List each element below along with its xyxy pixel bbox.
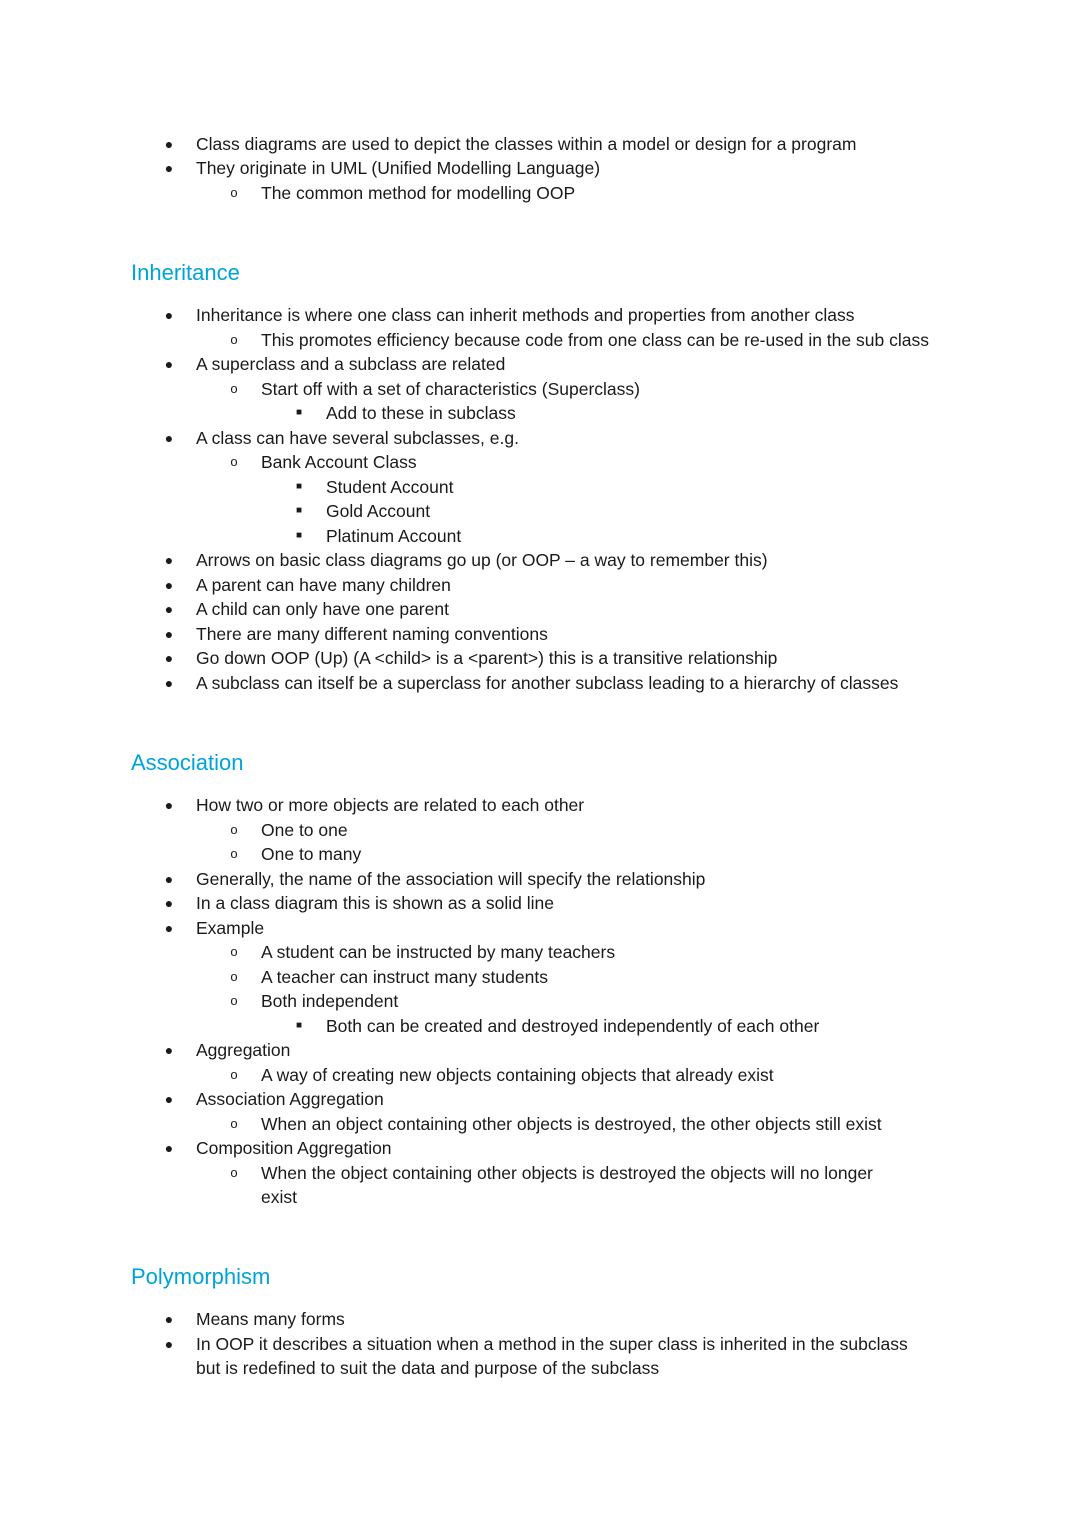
circle-bullet-icon: o xyxy=(230,454,238,469)
list-item: ● There are many different naming conventions xyxy=(0,622,1080,647)
bullet-icon: ● xyxy=(164,919,174,936)
bullet-icon: ● xyxy=(164,429,174,446)
list-item: ■ Gold Account xyxy=(0,499,1080,524)
bullet-icon: ● xyxy=(164,625,174,642)
list-item: ● Example xyxy=(0,916,1080,941)
square-bullet-icon: ■ xyxy=(295,505,303,516)
bullet-icon: ● xyxy=(164,356,174,372)
bullet-icon: ● xyxy=(164,552,174,568)
list-item: o When an object containing other objects is destroyed, the other objects still exist xyxy=(0,1112,1080,1137)
list-item: ● Class diagrams are used to depict the classes within a model or design for a program xyxy=(0,132,1080,157)
list-item: o One to one xyxy=(0,818,1080,843)
list-item: ● They originate in UML (Unified Modelling Language) xyxy=(0,156,1080,181)
list-item-continuation: exist xyxy=(261,1187,297,1207)
square-bullet-icon: ■ xyxy=(295,1019,303,1031)
circle-bullet-icon: o xyxy=(230,821,238,837)
list-item: ■ Platinum Account xyxy=(0,524,1080,549)
circle-bullet-icon: o xyxy=(230,380,238,396)
list-item: o This promotes efficiency because code from one class can be re-used in the sub class xyxy=(0,328,1080,353)
list-item: ● Composition Aggregation xyxy=(0,1136,1080,1161)
list-item: o A way of creating new objects containing objects that already exist xyxy=(0,1063,1080,1088)
list-item: ● Means many forms xyxy=(0,1307,1080,1332)
bullet-icon: ● xyxy=(164,307,174,323)
list-item: ● A child can only have one parent xyxy=(0,597,1080,622)
list-item: o One to many xyxy=(0,842,1080,867)
circle-bullet-icon: o xyxy=(230,184,238,200)
list-item: ● Association Aggregation xyxy=(0,1087,1080,1112)
inheritance-list xyxy=(0,303,1080,695)
bullet-icon: ● xyxy=(164,160,174,176)
circle-bullet-icon: o xyxy=(230,1066,238,1082)
association-list xyxy=(0,793,1080,1210)
list-item: ● A class can have several subclasses, e.g. xyxy=(0,426,1080,451)
square-bullet-icon: ■ xyxy=(295,407,303,418)
list-item: o The common method for modelling OOP xyxy=(0,181,1080,206)
list-item: ● Go down OOP (Up) (A <child> is a <parent>) this is a transitive relationship xyxy=(0,646,1080,671)
list-item: o Bank Account Class xyxy=(0,450,1080,475)
intro-list xyxy=(0,132,1080,206)
circle-bullet-icon: o xyxy=(230,331,238,347)
list-item: ● A subclass can itself be a superclass for another subclass leading to a hierarchy of classes xyxy=(0,671,1080,696)
list-item: ● In a class diagram this is shown as a solid line xyxy=(0,891,1080,916)
bullet-icon: ● xyxy=(164,1042,174,1058)
list-item: ● Aggregation xyxy=(0,1038,1080,1063)
circle-bullet-icon: o xyxy=(230,846,238,861)
list-item: ● Inheritance is where one class can inherit methods and properties from another class xyxy=(0,303,1080,328)
list-item: ● How two or more objects are related to each other xyxy=(0,793,1080,818)
section-heading-polymorphism: Polymorphism xyxy=(131,1264,271,1289)
bullet-icon: ● xyxy=(164,797,174,813)
circle-bullet-icon: o xyxy=(230,993,238,1008)
bullet-icon: ● xyxy=(164,1311,174,1327)
list-item: ■ Both can be created and destroyed independently of each other xyxy=(0,1014,1080,1039)
list-item: ● A superclass and a subclass are related xyxy=(0,352,1080,377)
circle-bullet-icon: o xyxy=(230,944,238,959)
square-bullet-icon: ■ xyxy=(295,480,303,492)
circle-bullet-icon: o xyxy=(230,968,238,984)
list-item: ● In OOP it describes a situation when a method in the super class is inherited in the subclass xyxy=(0,1332,1080,1357)
list-item: ● Arrows on basic class diagrams go up (or OOP – a way to remember this) xyxy=(0,548,1080,573)
list-item: o Both independent xyxy=(0,989,1080,1014)
circle-bullet-icon: o xyxy=(230,1164,238,1180)
bullet-icon: ● xyxy=(164,870,174,887)
list-item: ■ Add to these in subclass xyxy=(0,401,1080,426)
bullet-icon: ● xyxy=(164,650,174,666)
section-heading-association: Association xyxy=(131,750,244,775)
list-item: o When the object containing other objects is destroyed the objects will no longer xyxy=(0,1161,1080,1186)
bullet-icon: ● xyxy=(164,1091,174,1107)
list-item: ■ Student Account xyxy=(0,475,1080,500)
list-item-continuation: but is redefined to suit the data and purpose of the subclass xyxy=(196,1358,660,1378)
square-bullet-icon: ■ xyxy=(295,529,303,541)
bullet-icon: ● xyxy=(164,895,174,911)
bullet-icon: ● xyxy=(164,1335,174,1352)
bullet-icon: ● xyxy=(164,576,174,593)
bullet-icon: ● xyxy=(164,674,174,691)
list-item: o A student can be instructed by many teachers xyxy=(0,940,1080,965)
list-item: o Start off with a set of characteristics (Superclass) xyxy=(0,377,1080,402)
bullet-icon: ● xyxy=(164,135,174,152)
bullet-icon: ● xyxy=(164,1140,174,1156)
polymorphism-list xyxy=(0,1307,1080,1381)
section-heading-inheritance: Inheritance xyxy=(131,260,240,285)
circle-bullet-icon: o xyxy=(230,1115,238,1131)
list-item: ● Generally, the name of the association will specify the relationship xyxy=(0,867,1080,892)
list-item: o A teacher can instruct many students xyxy=(0,965,1080,990)
bullet-icon: ● xyxy=(164,601,174,617)
list-item: ● A parent can have many children xyxy=(0,573,1080,598)
